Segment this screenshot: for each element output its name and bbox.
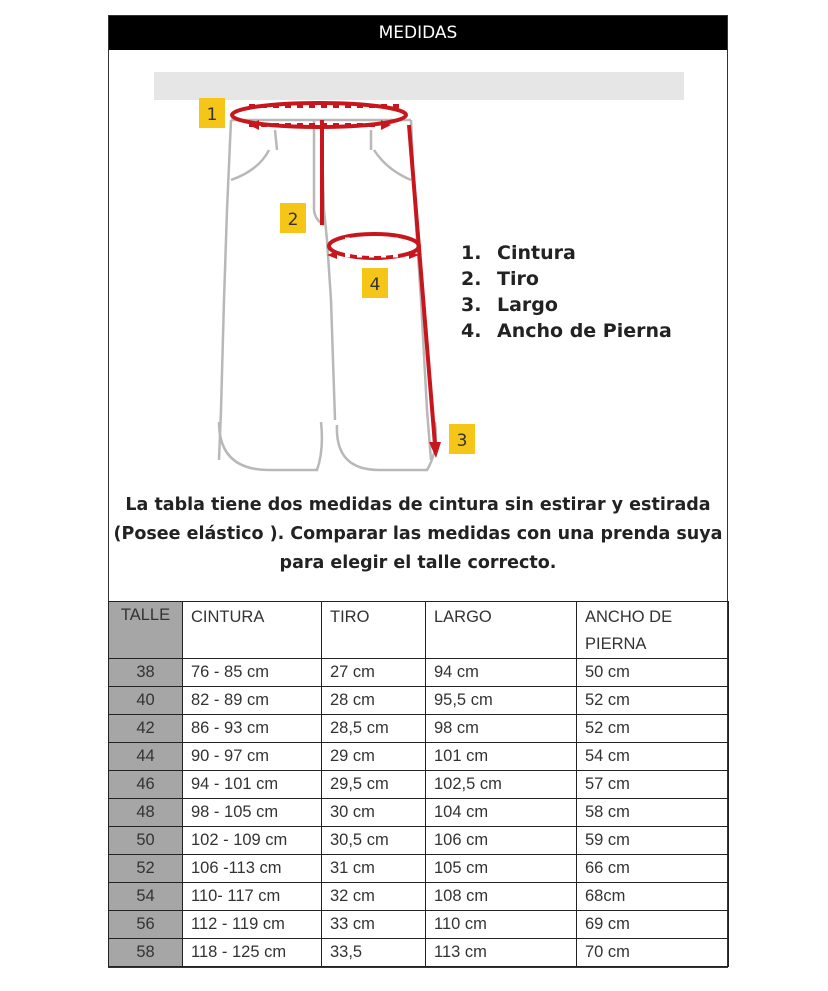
cell-cintura: 76 - 85 cm (183, 659, 322, 687)
cell-cintura: 82 - 89 cm (183, 687, 322, 715)
cell-tiro: 30,5 cm (322, 827, 426, 855)
cell-largo: 98 cm (426, 715, 577, 743)
legend-label: Ancho de Pierna (497, 320, 672, 342)
header-cintura: CINTURA (183, 602, 322, 659)
legend-number: 1. (461, 242, 482, 264)
cell-tiro: 28,5 cm (322, 715, 426, 743)
cell-talle: 56 (109, 911, 183, 939)
note-line: (Posee elástico ). Comparar las medidas con una prenda suya (113, 524, 723, 544)
legend-number: 2. (461, 268, 482, 290)
cell-tiro: 30 cm (322, 799, 426, 827)
cell-talle: 48 (109, 799, 183, 827)
cell-tiro: 32 cm (322, 883, 426, 911)
measurement-legend (461, 240, 672, 344)
table-row (109, 855, 729, 883)
pants-measurement-diagram (109, 50, 727, 490)
header-talle: TALLE (109, 602, 183, 659)
cell-cintura: 98 - 105 cm (183, 799, 322, 827)
legend-label: Tiro (497, 268, 539, 290)
waistband-shadow (154, 72, 684, 100)
cell-tiro: 28 cm (322, 687, 426, 715)
cell-largo: 108 cm (426, 883, 577, 911)
measurement-leg-width (327, 234, 419, 259)
cell-talle: 40 (109, 687, 183, 715)
cell-cintura: 94 - 101 cm (183, 771, 322, 799)
table-row (109, 771, 729, 799)
header-largo: LARGO (426, 602, 577, 659)
cell-ancho: 70 cm (577, 939, 729, 967)
cell-largo: 101 cm (426, 743, 577, 771)
table-row (109, 827, 729, 855)
marker-4 (362, 268, 388, 298)
cell-ancho: 66 cm (577, 855, 729, 883)
legend-number: 4. (461, 320, 482, 342)
table-row (109, 659, 729, 687)
chart-title: MEDIDAS (109, 16, 727, 50)
cell-ancho: 59 cm (577, 827, 729, 855)
cell-tiro: 29 cm (322, 743, 426, 771)
cell-largo: 105 cm (426, 855, 577, 883)
cell-largo: 94 cm (426, 659, 577, 687)
cell-tiro: 33,5 (322, 939, 426, 967)
size-chart-sheet (108, 15, 728, 968)
cell-cintura: 90 - 97 cm (183, 743, 322, 771)
cell-ancho: 69 cm (577, 911, 729, 939)
cell-cintura: 86 - 93 cm (183, 715, 322, 743)
size-table (108, 601, 729, 967)
cell-talle: 52 (109, 855, 183, 883)
marker-3 (449, 424, 475, 454)
cell-cintura: 102 - 109 cm (183, 827, 322, 855)
cell-tiro: 31 cm (322, 855, 426, 883)
cell-talle: 46 (109, 771, 183, 799)
pants-outline (219, 120, 436, 470)
header-ancho: ANCHO DE PIERNA (577, 602, 729, 659)
cell-ancho: 50 cm (577, 659, 729, 687)
marker-2 (280, 203, 306, 233)
svg-text:4: 4 (369, 275, 381, 295)
cell-ancho: 58 cm (577, 799, 729, 827)
cell-talle: 58 (109, 939, 183, 967)
legend-label: Largo (497, 294, 558, 316)
table-row (109, 939, 729, 967)
cell-talle: 42 (109, 715, 183, 743)
legend-item (461, 318, 672, 344)
cell-largo: 110 cm (426, 911, 577, 939)
cell-largo: 106 cm (426, 827, 577, 855)
marker-1 (199, 98, 225, 128)
table-row (109, 883, 729, 911)
svg-text:1: 1 (206, 105, 218, 125)
table-row (109, 715, 729, 743)
cell-tiro: 29,5 cm (322, 771, 426, 799)
cell-tiro: 33 cm (322, 911, 426, 939)
cell-ancho: 54 cm (577, 743, 729, 771)
cell-talle: 38 (109, 659, 183, 687)
legend-item (461, 266, 672, 292)
table-row (109, 743, 729, 771)
table-row (109, 687, 729, 715)
table-header-row (109, 602, 729, 659)
measurement-length (409, 125, 441, 458)
legend-label: Cintura (497, 242, 576, 264)
cell-largo: 95,5 cm (426, 687, 577, 715)
cell-cintura: 112 - 119 cm (183, 911, 322, 939)
size-note (109, 491, 727, 578)
table-row (109, 799, 729, 827)
cell-cintura: 106 -113 cm (183, 855, 322, 883)
cell-talle: 54 (109, 883, 183, 911)
cell-largo: 113 cm (426, 939, 577, 967)
legend-item (461, 240, 672, 266)
table-body (109, 659, 729, 967)
cell-ancho: 52 cm (577, 715, 729, 743)
measurement-waist (232, 103, 406, 130)
svg-text:2: 2 (287, 210, 299, 230)
table-row (109, 911, 729, 939)
svg-text:3: 3 (456, 431, 468, 451)
legend-number: 3. (461, 294, 482, 316)
cell-largo: 104 cm (426, 799, 577, 827)
cell-talle: 44 (109, 743, 183, 771)
cell-ancho: 57 cm (577, 771, 729, 799)
cell-largo: 102,5 cm (426, 771, 577, 799)
cell-talle: 50 (109, 827, 183, 855)
header-tiro: TIRO (322, 602, 426, 659)
cell-tiro: 27 cm (322, 659, 426, 687)
legend-item (461, 292, 672, 318)
cell-cintura: 118 - 125 cm (183, 939, 322, 967)
cell-ancho: 68cm (577, 883, 729, 911)
cell-ancho: 52 cm (577, 687, 729, 715)
cell-cintura: 110- 117 cm (183, 883, 322, 911)
note-line: para elegir el talle correcto. (279, 553, 557, 573)
note-line: La tabla tiene dos medidas de cintura sin estirar y estirada (125, 495, 711, 515)
